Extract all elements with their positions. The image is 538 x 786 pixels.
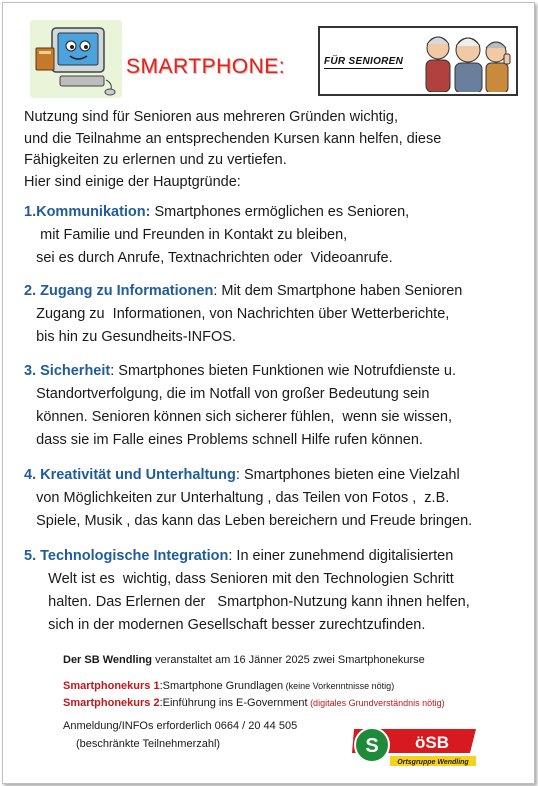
section-text: : In einer zunehmend digitalisierten (228, 548, 454, 564)
seniors-badge-label: FÜR SENIOREN (324, 56, 404, 67)
section-text: sich in der modernen Gesellschaft besser zurechtzufinden. (24, 617, 426, 633)
section-heading: 2. Zugang zu Informationen (24, 283, 214, 299)
section-text: Zugang zu Informationen, von Nachrichten über Wetterberichte, (24, 306, 450, 322)
section-creativity (24, 464, 472, 533)
intro-line: Fähigkeiten zu erlernen und zu vertiefen. (24, 152, 287, 168)
course-2-note: (digitales Grundverständnis nötig) (307, 698, 445, 708)
section-text: Standortverfolgung, die im Notfall von großer Bedeutung sein (24, 386, 430, 402)
course-1 (63, 680, 394, 692)
course-2-label: Smartphonekurs 2 (63, 697, 160, 709)
course-1-label: Smartphonekurs 1 (63, 680, 160, 692)
intro-line: und die Teilnahme an entsprechenden Kursen kann helfen, diese (24, 130, 442, 147)
section-heading: 4. Kreativität und Unterhaltung (24, 467, 236, 483)
svg-text:S: S (365, 735, 379, 757)
section-text: : Mit dem Smartphone haben Senioren (213, 283, 463, 299)
event-announcement (63, 654, 425, 666)
logo-subtitle: Ortsgruppe Wendling (397, 759, 469, 766)
section-text: : Smartphones bieten Funktionen wie Notrufdienste u. (110, 363, 457, 379)
section-text: halten. Das Erlernen der Smartphon-Nutzung kann ihnen helfen, (24, 594, 470, 610)
participant-limit: (beschränkte Teilnehmerzahl) (76, 738, 221, 750)
section-text: Welt ist es wichtig, dass Senioren mit den Technologien Schritt (24, 571, 454, 587)
course-1-note: (keine Vorkenntnisse nötig) (283, 681, 395, 691)
section-heading: 5. Technologische Integration (24, 548, 229, 564)
section-text: Spiele, Musik , das kann das Leben bereichern und Freude bringen. (24, 513, 473, 529)
course-1-text: :Smartphone Grundlagen (159, 680, 284, 692)
seniors-illustration (416, 30, 514, 92)
organizer: Der SB Wendling (63, 654, 153, 666)
event-text: veranstaltet am 16 Jänner 2025 zwei Smartphonekurse (152, 654, 425, 666)
section-integration (24, 545, 470, 637)
section-text: : Smartphones bieten eine Vielzahl (235, 467, 460, 483)
course-2-text: :Einführung ins E-Government (159, 697, 308, 709)
logo-text: öSB (415, 733, 449, 752)
section-text: von Möglichkeiten zur Unterhaltung , das Teilen von Fotos , z.B. (24, 490, 450, 506)
section-heading: 3. Sicherheit (24, 363, 111, 379)
seniors-badge (318, 26, 518, 96)
section-text: dass sie im Falle eines Problems schnell Hilfe rufen können. (24, 432, 423, 448)
section-communication (24, 201, 409, 270)
section-text: Smartphones ermöglichen es Senioren, (150, 204, 410, 220)
intro-line: Hier sind einige der Hauptgründe: (24, 173, 241, 190)
section-security (24, 360, 456, 452)
section-text: sei es durch Anrufe, Textnachrichten oder Videoanrufe. (24, 250, 393, 266)
intro-line: Nutzung sind für Senioren aus mehreren Gründen wichtig, (24, 109, 398, 125)
osb-logo (350, 725, 480, 769)
section-text: mit Familie und Freunden in Kontakt zu bleiben, (24, 227, 348, 243)
section-heading: 1.Kommunikation: (24, 204, 151, 220)
computer-mascot-illustration (30, 20, 122, 98)
intro-paragraph (24, 107, 441, 193)
page-title: SMARTPHONE: (126, 55, 286, 78)
course-2 (63, 697, 445, 709)
section-information-access (24, 280, 462, 349)
registration-info: Anmeldung/INFOs erforderlich 0664 / 20 44 505 (63, 720, 298, 732)
section-text: können. Senioren können sich sicherer fühlen, wenn sie wissen, (24, 409, 452, 425)
section-text: bis hin zu Gesundheits-INFOS. (24, 329, 236, 345)
